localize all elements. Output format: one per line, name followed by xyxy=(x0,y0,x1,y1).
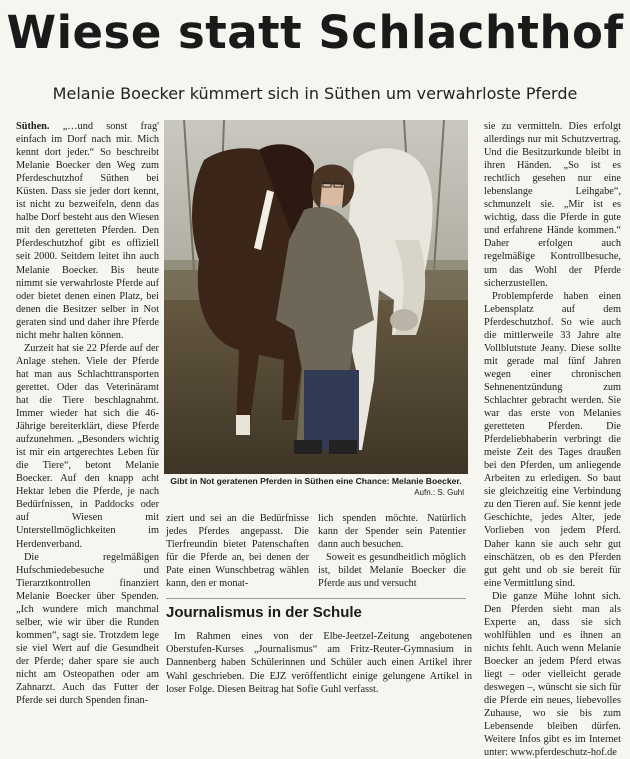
paragraph: ziert und sei an die Bedürfnisse jedes Pferdes angepasst. Die Tierfreundin bietet Patenschaften für die Pferde an, bei denen der Pate einen Wunschbetrag wählen kann, den er monat- xyxy=(166,513,309,590)
paragraph: Zurzeit hat sie 22 Pferde auf der Anlage stehen. Viele der Pferde hat man aus Schlachttransporten gerettet. Oder das Veterinäramt hat die Tiere beschlagnahmt. Immer wieder hat sich die 46-Jährige bereiterklärt, diese Pferde aufzunehmen. „Besonders wichtig ist mir ein artgerechtes Leben für die Tiere“, betont Melanie Boecker. Auf den knapp acht Hektar leben die Pferde, je nach Bedürfnissen, in Paddocks oder auf Wiesen mit Unterstellmöglichkeiten im Herdenverband. xyxy=(16,342,159,550)
article-column-3 xyxy=(318,512,466,590)
paragraph: Soweit es gesundheitlich möglich ist, bildet Melanie Boecker die Pferde aus und versucht xyxy=(318,552,466,590)
info-box-title: Journalismus in der Schule xyxy=(166,604,362,621)
paragraph: lich spenden möchte. Natürlich kann der Spender sein Patentier dann auch besuchen. xyxy=(318,513,466,551)
headline: Wiese statt Schlachthof xyxy=(6,6,624,59)
article-column-1 xyxy=(16,120,159,707)
article-photo xyxy=(164,120,468,474)
paragraph-text: „…und sonst frag' einfach im Dorf nach mir. Mich kennt dort jeder.“ So beschreibt Melanie Boecker den Weg zum Pferdeschutzhof Süthen bei Küsten. Dass sie jeder dort kennt, ist nicht zu bezweifeln, denn das halbe Dorf besteht aus den Wiesen mit den geretteten Pferden. Den Pferdeschutzhof gibt es offiziell seit 2000. Seitdem leitet ihn auch Melanie Boecker. Bis heute nimmt sie verwahrloste Pferde auf oder bietet denen einen Platz, bei denen die Besitzer selber in Not geraten sind und daher ihre Pferde nicht mehr halten können. xyxy=(16,121,159,341)
photo-illustration xyxy=(164,120,468,474)
paragraph: Die regelmäßigen Hufschmiedebesuche und Tierarztkontrollen finanziert Melanie Boecker über Spenden. „Ich wundere mich manchmal selber, wie wir über die Runden kommen“, sagt sie. Trotzdem lege sie viel Wert auf die Gesundheit der Pferde; daher spare sie auch nicht am Osteopathen oder am Zahnarzt. Auch das Futter der Pferde sei durch Spenden finan- xyxy=(16,551,159,707)
paragraph: Problempferde haben einen Lebensplatz auf dem Pferdeschutzhof. So wie auch die mittlerweile 33 Jahre alte Vollblutstute Jeany. Diese sollte mit gerade mal fünf Jahren wegen einer chronischen Sehnenentzündung zum Schlachter gebracht werden. Sie war das erste von Melanies geretteten Pferden. Die Pferdeliebhaberin verbringt die meiste Zeit des Tages draußen bei den Pferden, um anliegende Arbeiten zu erledigen. So baut sie gleichzeitig eine Verbindung zu den Tieren auf. Sie kennt jede Geschichte, jedes Alter, jede Vorlieben von jedem Pferd. Daher kann sie auch sehr gut einschätzen, ob es den Pferden gut geht und ob sie bereit für eine Vermittlung sind. xyxy=(484,290,621,589)
dateline: Süthen. xyxy=(16,121,50,132)
paragraph: Die ganze Mühe lohnt sich. Den Pferden sieht man als Experte an, dass sie sich wohlfühlen und es ihnen an nichts fehlt. Auch wenn Melanie Boecker an jedem Pferd etwas liegt – oder vielleicht gerade deswegen –, wünscht sie sich für die Pferde ein neues, liebevolles Zuhause, wo sie bis zum Lebensende bleiben dürfen. Weitere Infos gibt es im Internet unter: www.pferdeschutz-hof.de xyxy=(484,590,621,759)
photo-caption: Gibt in Not geratenen Pferden in Süthen eine Chance: Melanie Boecker. xyxy=(170,476,462,486)
box-divider xyxy=(166,598,466,599)
article-column-4 xyxy=(484,120,621,759)
photo-credit: Aufn.: S. Guhl xyxy=(414,488,464,497)
subheadline: Melanie Boecker kümmert sich in Süthen um verwahrloste Pferde xyxy=(52,84,578,103)
paragraph xyxy=(16,120,159,342)
paragraph: sie zu vermitteln. Dies erfolgt allerdings nur mit Schutzvertrag. Und die Besitzurkunde bleibt in ihren Händen. „So ist es rechtlich gesehen nur eine lebenslange Leihgabe“, schmunzelt sie. „Mir ist es wichtig, dass die Pferde in gute und erfahrene Hände kommen.“ Daher erfolgen auch regelmäßige Kontrollbesuche, um das Wohl der Pferde sicherzustellen. xyxy=(484,121,621,289)
paragraph: Im Rahmen eines von der Elbe-Jeetzel-Zeitung angebotenen Oberstufen-Kurses „Journalismus“ am Fritz-Reuter-Gymnasium in Dannenberg haben Schülerinnen und Schüler auch einen Artikel ihrer Wahl geschrieben. Die EJZ veröffentlicht einige gelungene Artikel in loser Folge. Diesen Beitrag hat Sofie Guhl verfasst. xyxy=(166,631,472,695)
info-box-text xyxy=(166,630,472,696)
article-column-2 xyxy=(166,512,309,590)
